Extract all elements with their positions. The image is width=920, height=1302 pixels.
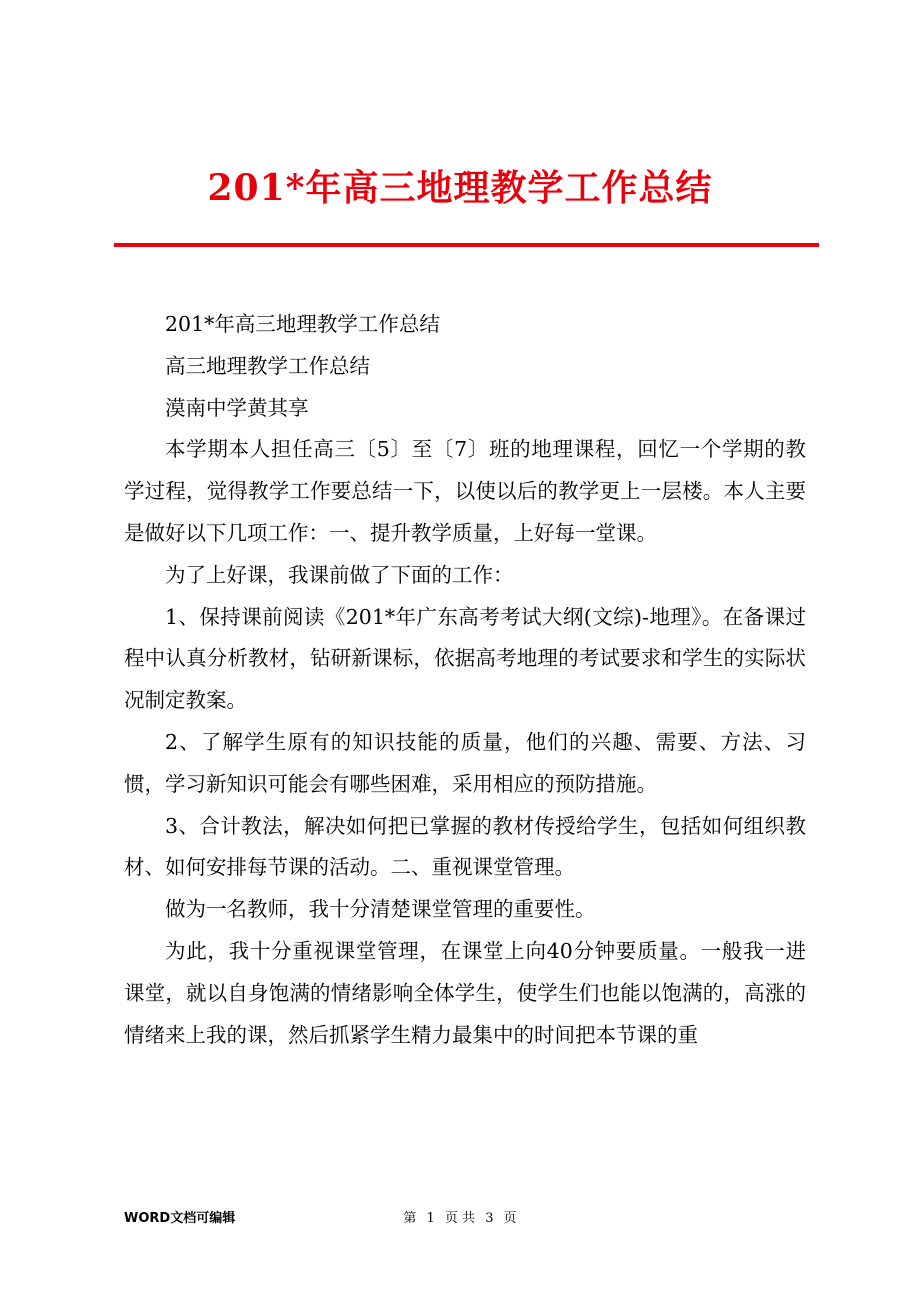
page-suffix: 页	[503, 1211, 517, 1226]
paragraph: 1、保持课前阅读《201*年广东高考考试大纲(文综)-地理》。在备课过程中认真分析教材，钻研新课标，依据高考地理的考试要求和学生的实际状况制定教案。	[124, 604, 806, 713]
title-divider	[114, 243, 819, 247]
page-prefix: 第	[403, 1211, 417, 1226]
page-number	[0, 1207, 920, 1226]
paragraph-heading: 201*年高三地理教学工作总结	[165, 312, 440, 336]
page-current: 1	[426, 1211, 435, 1226]
paragraph: 3、合计教法，解决如何把已掌握的教材传授给学生，包括如何组织教材、如何安排每节课的活动。二、重视课堂管理。	[124, 813, 806, 880]
page-middle: 页 共	[444, 1211, 476, 1226]
document-title: 201*年高三地理教学工作总结	[207, 167, 713, 209]
paragraph-subheading: 高三地理教学工作总结	[165, 353, 370, 378]
page-total: 3	[485, 1211, 494, 1226]
paragraph: 2、了解学生原有的知识技能的质量，他们的兴趣、需要、方法、习惯，学习新知识可能会有哪些困难，采用相应的预防措施。	[124, 729, 806, 796]
paragraph: 做为一名教师，我十分清楚课堂管理的重要性。	[165, 897, 596, 922]
paragraph: 本学期本人担任高三〔5〕至〔7〕班的地理课程，回忆一个学期的教学过程，觉得教学工作要总结一下，以使以后的教学更上一层楼。本人主要是做好以下几项工作：一、提升教学质量，上好每一堂课。	[124, 437, 806, 545]
paragraph-author: 漠南中学黄其享	[165, 395, 309, 420]
document-body	[124, 304, 806, 1056]
paragraph: 为了上好课，我课前做了下面的工作：	[165, 562, 514, 587]
paragraph: 为此，我十分重视课堂管理，在课堂上向40分钟要质量。一般我一进课堂，就以自身饱满的情绪影响全体学生，使学生们也能以饱满的，高涨的情绪来上我的课，然后抓紧学生精力最集中的时间把本节课的重	[124, 938, 806, 1047]
footer-label: WORD文档可编辑	[124, 1211, 236, 1226]
